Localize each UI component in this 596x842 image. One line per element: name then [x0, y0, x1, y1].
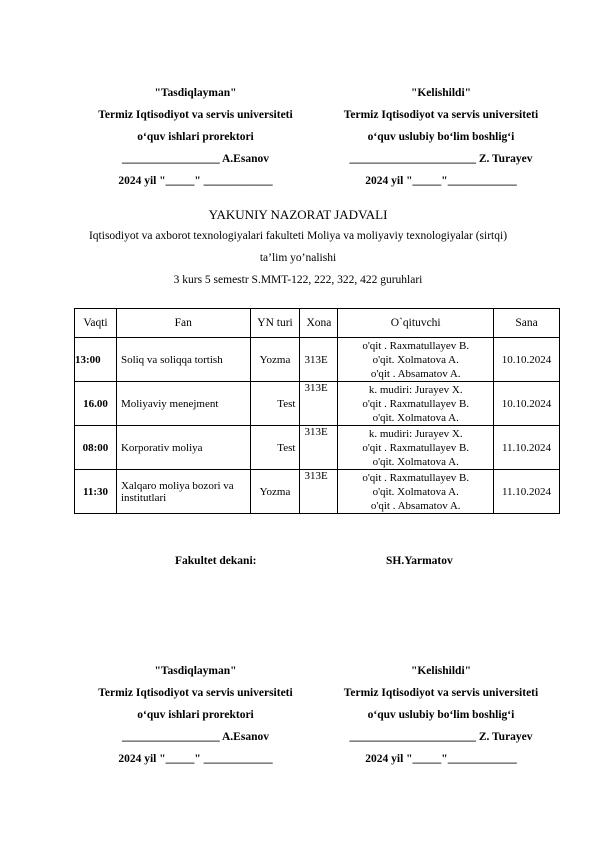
signature-line: _________________ A.Esanov — [122, 153, 269, 165]
university-name: Termiz Iqtisodiyot va servis universiteti — [98, 687, 293, 699]
teacher-name: o'qit . Raxmatullayev B. — [362, 339, 470, 352]
cell-date: 11.10.2024 — [494, 426, 560, 470]
cell-teachers — [338, 470, 494, 514]
cell-date: 10.10.2024 — [494, 382, 560, 426]
approval-heading: "Tasdiqlayman" — [154, 87, 237, 99]
university-name: Termiz Iqtisodiyot va servis universiteti — [98, 109, 293, 121]
teacher-name: o'qit . Raxmatullayev B. — [362, 471, 470, 484]
column-header-teacher: O`qituvchi — [338, 309, 494, 338]
cell-time: 16.00 — [75, 382, 117, 426]
cell-room: 313E — [300, 426, 338, 470]
cell-exam-type: Yozma — [250, 470, 300, 514]
teacher-name: o'qit. Xolmatova A. — [372, 353, 459, 366]
cell-subject: Xalqaro moliya bozori va institutlari — [116, 470, 250, 514]
cell-time: 08:00 — [75, 426, 117, 470]
table-row — [75, 338, 560, 382]
column-header-subject: Fan — [116, 309, 250, 338]
groups-line: 3 kurs 5 semestr S.MMT-122, 222, 322, 422 guruhlari — [173, 274, 423, 286]
cell-subject: Korporativ moliya — [116, 426, 250, 470]
cell-exam-type: Test — [250, 426, 300, 470]
signature-line: ______________________ Z. Turayev — [349, 731, 533, 743]
cell-date: 11.10.2024 — [494, 470, 560, 514]
approval-left — [88, 660, 303, 770]
cell-subject: Soliq va soliqqa tortish — [116, 338, 250, 382]
teacher-name: k. mudiri: Jurayev X. — [368, 383, 463, 396]
date-line: 2024 yil "_____"____________ — [365, 175, 517, 187]
teacher-name: k. mudiri: Jurayev X. — [368, 427, 463, 440]
date-line: 2024 yil "_____" ____________ — [118, 753, 273, 765]
date-line: 2024 yil "_____"____________ — [365, 753, 517, 765]
approval-right — [332, 660, 550, 770]
approval-right — [332, 82, 550, 192]
dean-label: Fakultet dekani: — [175, 555, 257, 567]
approval-heading: "Kelishildi" — [410, 665, 472, 677]
table-row — [75, 382, 560, 426]
cell-room: 313E — [300, 382, 338, 426]
position-title: o‘quv uslubiy bo‘lim boshlig‘i — [367, 131, 515, 143]
table-header-row — [75, 309, 560, 338]
approval-left — [88, 82, 303, 192]
education-form-line: ta’lim yo’nalishi — [259, 252, 337, 264]
cell-exam-type: Test — [250, 382, 300, 426]
cell-room: 313E — [300, 338, 338, 382]
teacher-name: o'qit. Xolmatova A. — [372, 485, 459, 498]
column-header-date: Sana — [494, 309, 560, 338]
dean-name: SH.Yarmatov — [386, 555, 453, 567]
position-title: o‘quv uslubiy bo‘lim boshlig‘i — [367, 709, 515, 721]
teacher-name: o'qit. Xolmatova A. — [372, 411, 459, 424]
university-name: Termiz Iqtisodiyot va servis universiteti — [343, 109, 539, 121]
document-title: YAKUNIY NAZORAT JADVALI — [208, 207, 388, 222]
cell-date: 10.10.2024 — [494, 338, 560, 382]
date-line: 2024 yil "_____" ____________ — [118, 175, 273, 187]
schedule-table — [74, 308, 560, 514]
teacher-name: o'qit . Absamatov A. — [370, 499, 461, 512]
signature-line: ______________________ Z. Turayev — [349, 153, 533, 165]
cell-time: 11:30 — [75, 470, 117, 514]
position-title: o‘quv ishlari prorektori — [137, 709, 254, 721]
position-title: o‘quv ishlari prorektori — [137, 131, 254, 143]
teacher-name: o'qit . Raxmatullayev B. — [362, 441, 470, 454]
cell-time: 13:00 — [75, 338, 117, 382]
document-title-block — [0, 205, 596, 291]
faculty-line: Iqtisodiyot va axborot texnologiyalari fakulteti Moliya va moliyaviy texnologiyalar (sirtqi) — [88, 230, 508, 242]
teacher-name: o'qit . Absamatov A. — [370, 367, 461, 380]
teacher-name: o'qit. Xolmatova A. — [372, 455, 459, 468]
signature-line: _________________ A.Esanov — [122, 731, 269, 743]
table-row — [75, 426, 560, 470]
cell-teachers — [338, 382, 494, 426]
cell-teachers — [338, 338, 494, 382]
cell-room: 313E — [300, 470, 338, 514]
cell-teachers — [338, 426, 494, 470]
column-header-time: Vaqti — [75, 309, 117, 338]
column-header-room: Xona — [300, 309, 338, 338]
cell-subject: Moliyaviy menejment — [116, 382, 250, 426]
approval-heading: "Kelishildi" — [410, 87, 472, 99]
approval-heading: "Tasdiqlayman" — [154, 665, 237, 677]
teacher-name: o'qit . Raxmatullayev B. — [362, 397, 470, 410]
cell-exam-type: Yozma — [250, 338, 300, 382]
column-header-exam-type: YN turi — [250, 309, 300, 338]
table-row — [75, 470, 560, 514]
university-name: Termiz Iqtisodiyot va servis universiteti — [343, 687, 539, 699]
